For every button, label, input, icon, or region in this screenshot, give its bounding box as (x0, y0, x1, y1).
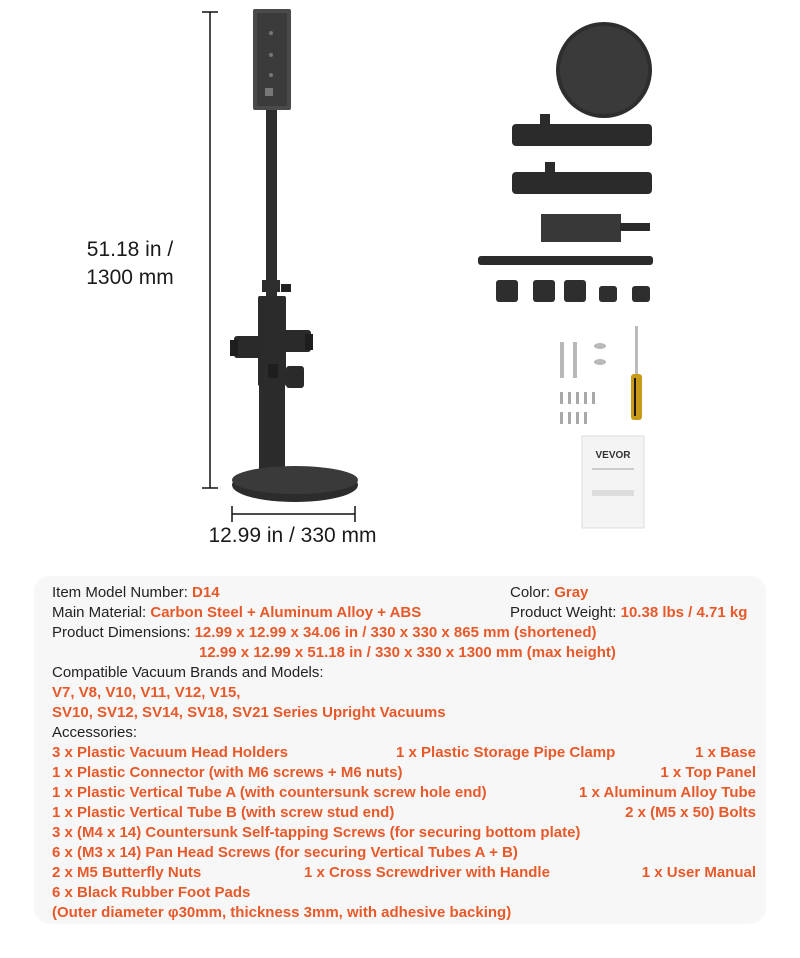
height-line-1: 51.18 in / (86, 238, 174, 261)
accessory-item: 1 x Plastic Vertical Tube B (with screw stud end) (52, 804, 395, 821)
height-dimension-line (202, 12, 218, 488)
accessory-item: 1 x Cross Screwdriver with Handle (304, 864, 550, 881)
dimensions-label: Product Dimensions: (52, 624, 195, 641)
accessory-item: 1 x Top Panel (660, 764, 756, 781)
vertical-tube-b-part (512, 172, 652, 194)
material-label: Main Material: (52, 604, 151, 621)
accessory-item: 1 x Plastic Storage Pipe Clamp (396, 744, 616, 761)
vertical-tube-a (259, 384, 285, 476)
material-row (52, 603, 421, 623)
manual-brand-logo: VEVOR (595, 450, 631, 461)
accessory-item: 6 x (M3 x 14) Pan Head Screws (for securing Vertical Tubes A + B) (52, 844, 518, 861)
weight-value: 10.38 lbs / 4.71 kg (620, 604, 748, 621)
accessory-item: 1 x Aluminum Alloy Tube (579, 784, 756, 801)
accessory-item: 3 x (M4 x 14) Countersunk Self-tapping Screws (for securing bottom plate) (52, 824, 581, 841)
model-label: Item Model Number: (52, 584, 193, 601)
weight-row (510, 603, 747, 623)
dimensions-row (52, 623, 596, 643)
dimensions-row-2 (199, 643, 616, 663)
bolts-part (560, 342, 606, 378)
dimensions-value-2: 12.99 x 12.99 x 51.18 in / 330 x 330 x 1300 mm (max height) (199, 644, 616, 661)
accessory-item: 1 x Plastic Vertical Tube A (with countersunk screw hole end) (52, 784, 487, 801)
width-dimension-line (232, 506, 355, 522)
height-dimension-label (60, 236, 200, 292)
height-line-2: 1300 mm (86, 266, 174, 289)
accessory-item: 3 x Plastic Vacuum Head Holders (52, 744, 288, 761)
compatible-value-2: SV10, SV12, SV14, SV18, SV21 Series Upright Vacuums (52, 704, 446, 721)
screws-part (560, 392, 595, 424)
accessory-item: 2 x M5 Butterfly Nuts (52, 864, 202, 881)
accessory-item: 6 x Black Rubber Foot Pads (52, 884, 251, 901)
accessory-item: (Outer diameter φ30mm, thickness 3mm, with adhesive backing) (52, 904, 512, 921)
color-value: Gray (554, 584, 589, 601)
assembled-stand (230, 9, 358, 502)
color-row (510, 583, 588, 603)
material-value: Carbon Steel + Aluminum Alloy + ABS (150, 604, 422, 621)
aluminum-tube (266, 110, 277, 300)
screwdriver-part (631, 326, 642, 420)
vertical-tube-a-part (512, 124, 652, 146)
accessory-item: 1 x Base (695, 744, 756, 761)
width-dimension-label: 12.99 in / 330 mm (208, 524, 377, 547)
weight-label: Product Weight: (510, 604, 621, 621)
compatible-label: Compatible Vacuum Brands and Models: (52, 664, 324, 681)
model-value: D14 (192, 584, 220, 601)
accessories-label: Accessories: (52, 724, 138, 741)
model-row (52, 583, 220, 603)
aluminum-tube-part (478, 256, 653, 265)
color-label: Color: (510, 584, 555, 601)
compatible-value-1: V7, V8, V10, V11, V12, V15, (52, 684, 241, 701)
top-panel-part (541, 214, 621, 242)
accessory-item: 2 x (M5 x 50) Bolts (625, 804, 756, 821)
accessory-item: 1 x Plastic Connector (with M6 screws + M6 nuts) (52, 764, 403, 781)
plastic-holders-part (496, 280, 650, 302)
accessory-item: 1 x User Manual (641, 864, 756, 881)
dimensions-value-1: 12.99 x 12.99 x 34.06 in / 330 x 330 x 865 mm (shortened) (194, 624, 597, 641)
